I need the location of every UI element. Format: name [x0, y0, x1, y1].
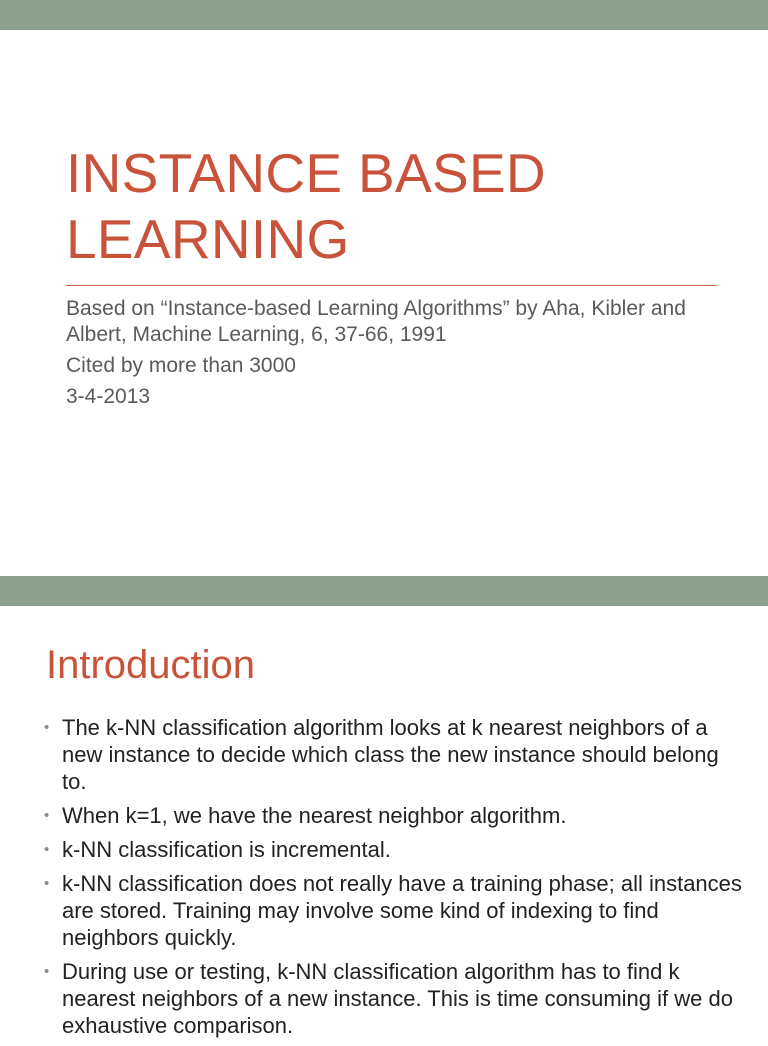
- subtitle-date: 3-4-2013: [66, 385, 151, 408]
- slide1-title-line: LEARNING: [66, 208, 350, 270]
- bullet-text: k-NN classification does not really have a training phase; all instances are stored. Training may involve some kind of indexing to find neighbors quickly.: [62, 871, 742, 950]
- list-item: [44, 958, 744, 1039]
- slide1-subtitle: [66, 296, 706, 415]
- subtitle-citation: Based on “Instance-based Learning Algorithms” by Aha, Kibler and Albert, Machine Learning, 6, 37-66, 1991: [66, 297, 686, 346]
- subtitle-cited-count: Cited by more than 3000: [66, 354, 296, 377]
- slide-top-band: [0, 0, 768, 30]
- bullet-text: The k-NN classification algorithm looks at k nearest neighbors of a new instance to decide which class the new instance should belong to.: [62, 715, 719, 794]
- title-divider: [66, 285, 717, 286]
- bullet-icon: •: [44, 875, 50, 892]
- bullet-text: During use or testing, k-NN classification algorithm has to find k nearest neighbors of a new instance. This is time consuming if we do exhaustive comparison.: [62, 959, 733, 1038]
- slide1-title-line: INSTANCE BASED: [66, 142, 546, 204]
- list-item: [44, 714, 744, 795]
- bullet-icon: •: [44, 841, 50, 858]
- bullet-text: k-NN classification is incremental.: [62, 837, 391, 862]
- slide2-title: Introduction: [46, 643, 256, 687]
- list-item: [44, 836, 744, 863]
- list-item: [44, 802, 744, 829]
- bullet-text: When k=1, we have the nearest neighbor algorithm.: [62, 803, 567, 828]
- bullet-list: [44, 714, 744, 1046]
- slide-separator-band: [0, 576, 768, 606]
- list-item: [44, 870, 744, 951]
- bullet-icon: •: [44, 719, 50, 736]
- bullet-icon: •: [44, 963, 50, 980]
- slide1-title: [66, 140, 746, 272]
- bullet-icon: •: [44, 807, 50, 824]
